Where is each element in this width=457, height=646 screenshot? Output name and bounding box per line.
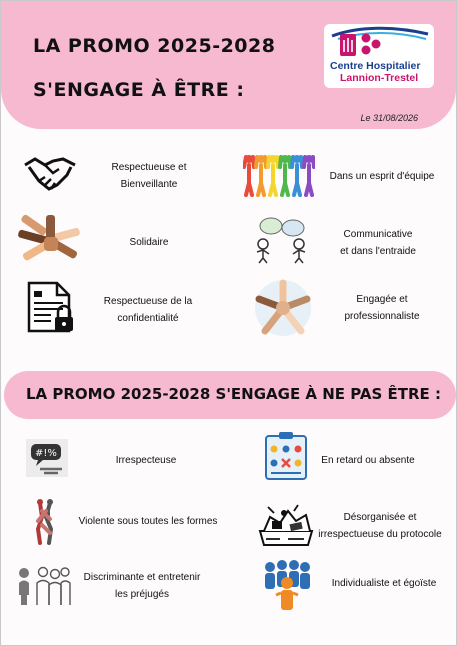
- label-equipe: Dans un esprit d'équipe: [329, 171, 435, 182]
- excluded-person-icon: [17, 565, 71, 607]
- conversation-icon: [253, 216, 311, 264]
- logo-mark-icon: [324, 24, 434, 60]
- negative-section-banner: [4, 371, 456, 419]
- header-banner: [1, 1, 456, 129]
- label-discriminante: Discriminante et entretenir les préjugés: [83, 572, 201, 600]
- page-subtitle: S'ENGAGE À ÊTRE :: [33, 79, 245, 101]
- svg-text:#!%: #!%: [35, 448, 57, 459]
- attendance-board-icon: [264, 431, 308, 481]
- stacked-hands-icon: [16, 213, 82, 263]
- label-respectueuse: Respectueuse et Bienveillante: [111, 162, 187, 190]
- locked-document-icon: [25, 281, 77, 335]
- page-title: LA PROMO 2025-2028: [33, 35, 276, 57]
- hospital-logo: [324, 24, 434, 88]
- label-desorganisee: Désorganisée et irrespectueuse du protocole: [318, 512, 442, 540]
- label-violente: Violente sous toutes les formes: [78, 516, 218, 527]
- label-individualiste: Individualiste et égoïste: [331, 578, 437, 589]
- fighting-icon: [32, 499, 58, 545]
- logo-name: Centre Hospitalier: [330, 60, 421, 72]
- date-label: Le 31/08/2026: [360, 113, 418, 123]
- individualist-icon: [262, 559, 312, 613]
- label-retard: En retard ou absente: [321, 455, 415, 466]
- label-confidentialite: Respectueuse de la confidentialité: [103, 296, 193, 324]
- label-solidaire: Solidaire: [129, 237, 169, 248]
- joined-fists-icon: [253, 279, 313, 337]
- negative-section-title: LA PROMO 2025-2028 S'ENGAGE À NE PAS ÊTRE :: [26, 385, 442, 403]
- label-engagee: Engagée et professionnaliste: [344, 294, 420, 322]
- label-communicative: Communicative et dans l'entraide: [340, 229, 416, 257]
- swearing-speech-icon: [26, 439, 68, 477]
- label-irrespecteuse: Irrespecteuse: [115, 455, 177, 466]
- handshake-icon: [23, 151, 77, 197]
- team-people-icon: [243, 153, 315, 197]
- messy-desk-icon: [258, 501, 314, 549]
- logo-subname: Lannion-Trestel: [340, 72, 419, 84]
